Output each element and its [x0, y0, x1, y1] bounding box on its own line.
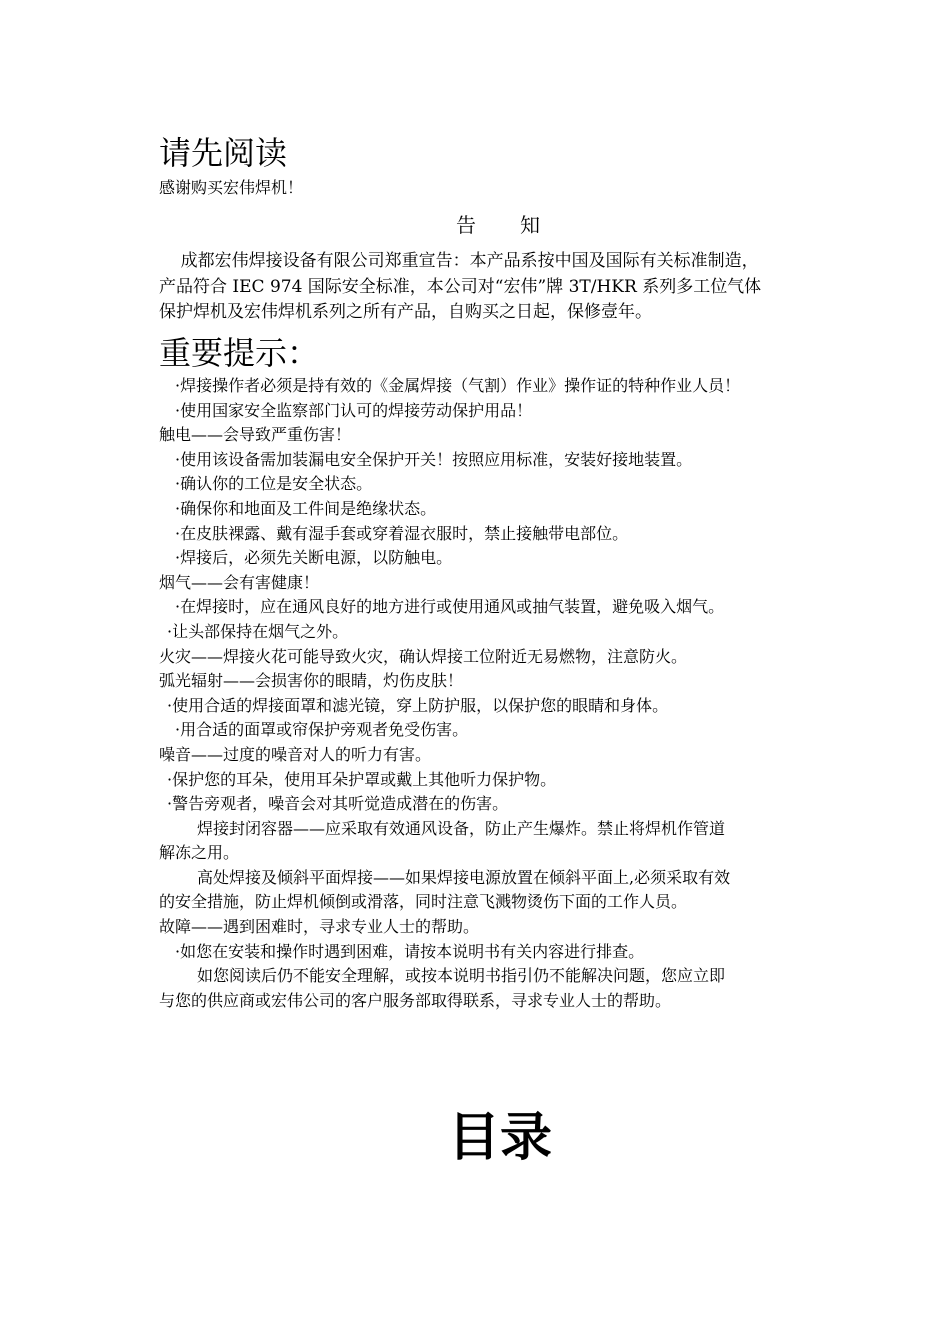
notice-paragraph — [159, 249, 849, 326]
notice-heading — [0, 211, 950, 239]
tip-line: ·如您在安装和操作时遇到困难，请按本说明书有关内容进行排查。 — [175, 941, 645, 961]
tip-line: ·保护您的耳朵，使用耳朵护罩或戴上其他听力保护物。 — [167, 769, 557, 789]
tip-line: ·使用该设备需加装漏电安全保护开关！按照应用标准，安装好接地装置。 — [175, 449, 693, 469]
tip-section-heading: 火灾——焊接火花可能导致火灾，确认焊接工位附近无易燃物，注意防火。 — [159, 646, 688, 666]
tip-line: ·焊接后，必须先关断电源，以防触电。 — [175, 548, 453, 568]
tip-line: ·警告旁观者，噪音会对其听觉造成潜在的伤害。 — [167, 794, 509, 814]
thanks-line: 感谢购买宏伟焊机！ — [159, 178, 304, 197]
notice-line: 产品符合 IEC 974 国际安全标准，本公司对“宏伟”牌 3T/HKR 系列多工位气体 — [159, 276, 762, 297]
read-first-heading: 请先阅读 — [159, 134, 288, 172]
notice-line: 成都宏伟焊接设备有限公司郑重宣告：本产品系按中国及国际有关标准制造， — [159, 251, 759, 271]
toc-heading: 目录 — [447, 1108, 552, 1168]
notice-line: 保护焊机及宏伟焊机系列之所有产品，自购买之日起，保修壹年。 — [159, 302, 652, 322]
tip-line: ·使用合适的焊接面罩和滤光镜，穿上防护服，以保护您的眼睛和身体。 — [167, 695, 669, 715]
tip-line: 如您阅读后仍不能安全理解，或按本说明书指引仍不能解决问题，您应立即 — [197, 966, 726, 986]
tip-section-heading: 触电——会导致严重伤害！ — [159, 425, 352, 445]
tip-line: ·确保你和地面及工件间是绝缘状态。 — [175, 498, 437, 518]
tip-section-heading: 故障——遇到困难时，寻求专业人士的帮助。 — [159, 917, 480, 937]
tip-section-heading: 焊接封闭容器——应采取有效通风设备，防止产生爆炸。禁止将焊机作管道 — [197, 818, 726, 838]
tip-section-heading: 噪音——过度的噪音对人的听力有害。 — [159, 744, 432, 764]
tip-line: 与您的供应商或宏伟公司的客户服务部取得联系，寻求专业人士的帮助。 — [159, 990, 672, 1010]
tip-line: ·让头部保持在烟气之外。 — [167, 621, 349, 641]
tip-line: 的安全措施，防止焊机倾倒或滑落，同时注意飞溅物烫伤下面的工作人员。 — [159, 892, 688, 912]
tip-line: ·确认你的工位是安全状态。 — [175, 474, 373, 494]
notice-heading-left: 告 — [456, 213, 476, 237]
tip-line: ·使用国家安全监察部门认可的焊接劳动保护用品！ — [175, 400, 533, 420]
tip-line: ·在焊接时，应在通风良好的地方进行或使用通风或抽气装置，避免吸入烟气。 — [175, 597, 725, 617]
tip-section-heading: 弧光辐射——会损害你的眼睛，灼伤皮肤！ — [159, 671, 464, 691]
important-heading: 重要提示： — [159, 334, 320, 372]
tip-line: ·用合适的面罩或帘保护旁观者免受伤害。 — [175, 720, 469, 740]
tip-section-heading: 高处焊接及倾斜平面焊接——如果焊接电源放置在倾斜平面上,必须采取有效 — [197, 867, 731, 887]
tip-line: ·焊接操作者必须是持有效的《金属焊接（气割）作业》操作证的特种作业人员！ — [175, 376, 741, 395]
tip-line: 解冻之用。 — [159, 843, 240, 863]
tip-line: ·在皮肤裸露、戴有湿手套或穿着湿衣服时，禁止接触带电部位。 — [175, 523, 629, 543]
important-list — [159, 374, 859, 1013]
notice-heading-right: 知 — [520, 213, 540, 237]
tip-section-heading: 烟气——会有害健康！ — [159, 572, 320, 592]
